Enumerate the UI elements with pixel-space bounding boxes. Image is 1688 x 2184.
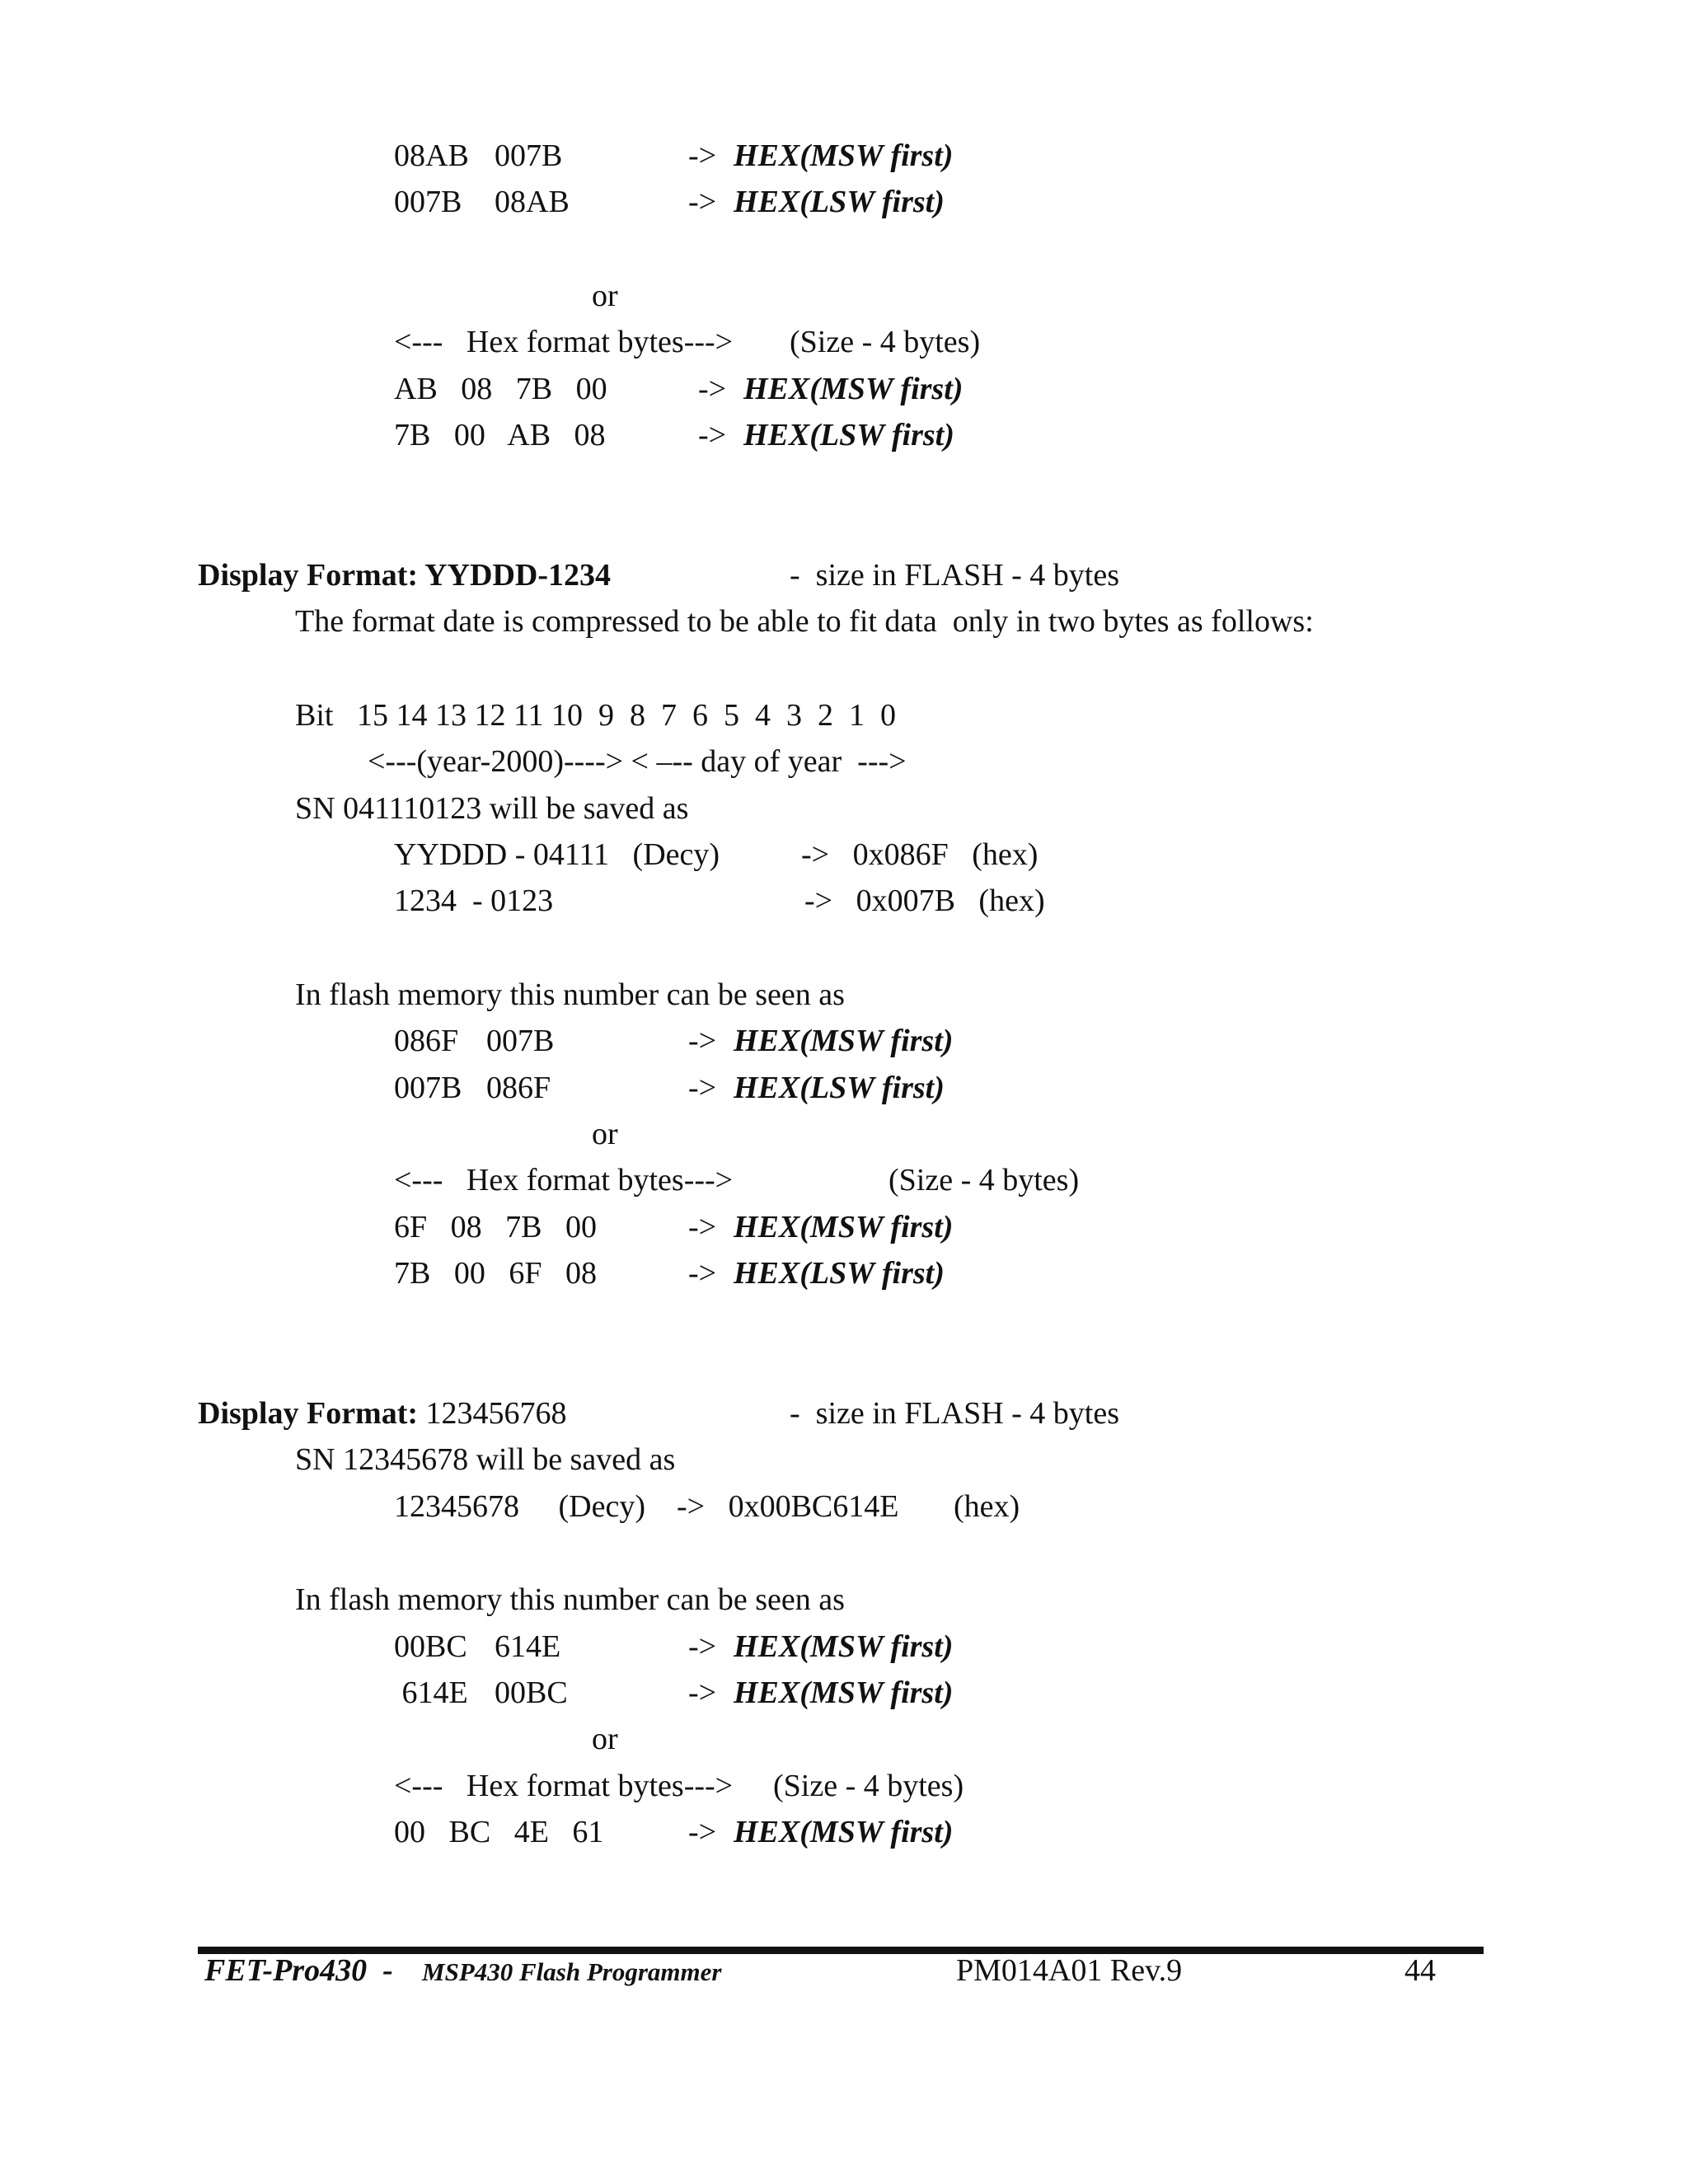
or-separator: or (592, 1722, 618, 1756)
arrow: -> (688, 1256, 717, 1291)
conversion-right: -> 0x007B (hex) (804, 883, 1045, 918)
hex-bytes: 7B 00 6F 08 (394, 1256, 597, 1291)
arrow: -> (688, 1629, 717, 1664)
arrow: -> (688, 1024, 717, 1058)
hex-order-label: HEX(MSW first) (734, 1629, 954, 1664)
hex-word-b: 007B (495, 138, 563, 173)
serial-number-line: SN 041110123 will be saved as (295, 791, 689, 826)
hex-word-a: 007B (394, 1071, 462, 1105)
footer-product: FET-Pro430 - (204, 1953, 401, 1988)
hex-word-a: 00BC (394, 1629, 467, 1664)
hex-word-a: 08AB (394, 138, 469, 173)
hex-order-label: HEX(MSW first) (734, 138, 954, 173)
conversion-left: 1234 - 0123 (394, 883, 554, 918)
hex-order-label: HEX(MSW first) (743, 372, 964, 406)
page-number: 44 (1404, 1953, 1436, 1988)
flash-size-note: - size in FLASH - 4 bytes (790, 1396, 1120, 1431)
format-description: The format date is compressed to be able to fit data only in two bytes as follows: (295, 604, 1314, 639)
hex-bytes: 7B 00 AB 08 (394, 418, 606, 452)
flash-size-note: - size in FLASH - 4 bytes (790, 558, 1120, 593)
bit-positions: Bit 15 14 13 12 11 10 9 8 7 6 5 4 3 2 1 0 (295, 698, 897, 733)
hex-bytes: 6F 08 7B 00 (394, 1210, 597, 1244)
footer-doc-id: PM014A01 Rev.9 (956, 1953, 1183, 1988)
display-format-value: 123456768 (418, 1396, 567, 1431)
hex-bytes: 00 BC 4E 61 (394, 1815, 604, 1849)
hex-word-b: 08AB (495, 185, 570, 219)
hex-word-a: 007B (394, 185, 462, 219)
arrow: -> (688, 1210, 717, 1244)
arrow: -> (688, 185, 717, 219)
serial-number-line: SN 12345678 will be saved as (295, 1442, 676, 1477)
display-format-heading: Display Format: YYDDD-1234 (198, 558, 611, 593)
hex-order-label: HEX(LSW first) (734, 1071, 945, 1105)
hex-order-label: HEX(MSW first) (734, 1675, 954, 1710)
conversion-line: 12345678 (Decy) -> 0x00BC614E (hex) (394, 1489, 1020, 1524)
flash-memory-line: In flash memory this number can be seen as (295, 1582, 845, 1617)
arrow: -> (688, 1071, 717, 1105)
hex-order-label: HEX(MSW first) (734, 1815, 954, 1849)
footer-subtitle: MSP430 Flash Programmer (422, 1957, 722, 1986)
hex-word-b: 614E (495, 1629, 561, 1664)
conversion-left: YYDDD - 04111 (Decy) (394, 837, 720, 872)
hex-bytes-header: <--- Hex format bytes---> (394, 1769, 734, 1803)
hex-word-b: 007B (486, 1024, 555, 1058)
hex-word-b: 086F (486, 1071, 551, 1105)
hex-word-b: 00BC (495, 1675, 568, 1710)
hex-order-label: HEX(LSW first) (743, 418, 954, 452)
hex-bytes: AB 08 7B 00 (394, 372, 607, 406)
hex-order-label: HEX(LSW first) (734, 185, 945, 219)
size-note: (Size - 4 bytes) (889, 1163, 1080, 1197)
display-format-label: Display Format: (198, 1396, 419, 1431)
arrow: -> (688, 138, 717, 173)
hex-word-a: 614E (394, 1675, 468, 1710)
hex-bytes-header: <--- Hex format bytes---> (394, 325, 734, 359)
display-format-heading (198, 1394, 567, 1432)
size-note: (Size - 4 bytes) (773, 1769, 964, 1803)
hex-order-label: HEX(LSW first) (734, 1256, 945, 1291)
hex-order-label: HEX(MSW first) (734, 1210, 954, 1244)
flash-memory-line: In flash memory this number can be seen as (295, 977, 845, 1012)
arrow: -> (698, 418, 727, 452)
arrow: -> (688, 1815, 717, 1849)
hex-word-a: 086F (394, 1024, 459, 1058)
arrow: -> (698, 372, 727, 406)
hex-order-label: HEX(MSW first) (734, 1024, 954, 1058)
conversion-right: -> 0x086F (hex) (801, 837, 1039, 872)
or-separator: or (592, 279, 618, 313)
arrow: -> (688, 1675, 717, 1710)
or-separator: or (592, 1117, 618, 1151)
hex-bytes-header: <--- Hex format bytes---> (394, 1163, 734, 1197)
bit-groups: <---(year-2000)----> < –-- day of year ---> (368, 744, 907, 779)
size-note: (Size - 4 bytes) (790, 325, 981, 359)
